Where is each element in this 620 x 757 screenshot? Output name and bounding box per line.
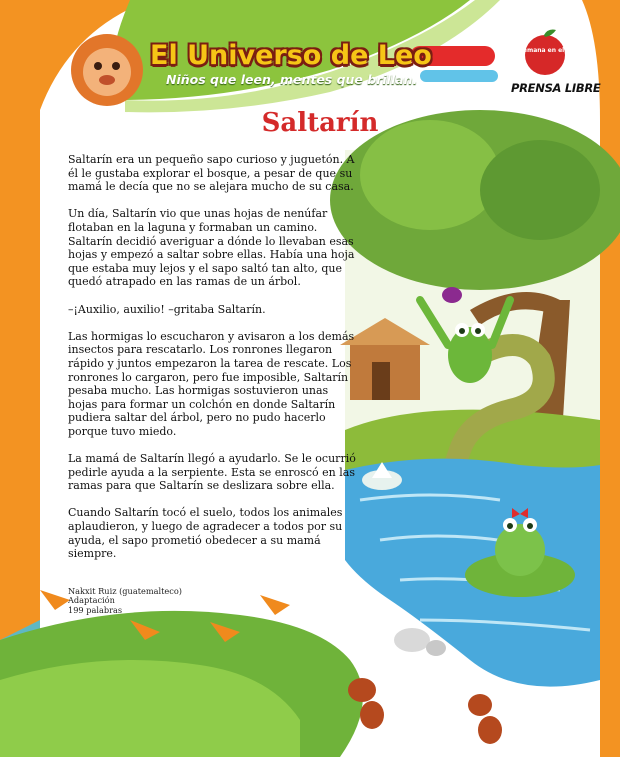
prensa-libre-logo: PRENSA LIBRE <box>511 81 601 95</box>
story-paragraph: Cuando Saltarín tocó el suelo, todos los animales aplaudieron, y luego de agradecer a todos por su ayuda, el sapo prometió obedecer a su mamá siempre. <box>68 506 343 561</box>
la-semana-en-el-aula-logo <box>525 30 565 75</box>
story-credits <box>68 587 182 615</box>
story-title: Saltarín <box>261 108 379 138</box>
ant-characters <box>348 678 502 744</box>
author-credit: Nakxit Ruiz (guatemalteco) <box>68 586 182 596</box>
brand-title: El Universo de Leo <box>150 40 432 71</box>
stone <box>426 640 446 656</box>
adaptation-note: Adaptación <box>68 595 115 606</box>
publisher-badge-text: La Semana en el Aula <box>508 47 582 54</box>
forest-scene <box>330 110 620 505</box>
story-paragraph: Un día, Saltarín vio que unas hojas de nenúfar flotaban en la laguna y formaban un camino. Saltarín decidió averiguar a dónde lo llevaban esas hojas y empezó a saltar sobre ellas. Había una hoja que estaba muy lejos y el sapo saltó tan alto, que quedó atrapado en las ramas de un árbol. <box>68 207 355 289</box>
story-paragraph: –¡Auxilio, auxilio! –gritaba Saltarín. <box>68 302 266 316</box>
brand-tagline: Niños que leen, mentes que brillan. <box>166 72 418 87</box>
story-body <box>68 153 358 574</box>
header-blue-stripe <box>420 70 498 82</box>
story-paragraph: Las hormigas lo escucharon y avisaron a los demás insectos para rescatarlo. Los ronrones llegaron rápido y juntos empezaron la tarea de rescate. Los ronrones lo cargaron, pero fue imposible, Saltarín pesaba mucho. Las hormigas sostuvieron unas hojas para formar un colchón en donde Saltarín pudiera saltar del árbol, pero no pudo hacerlo porque tuvo miedo. <box>68 329 355 438</box>
leo-lion-mascot <box>71 34 143 106</box>
story-paragraph: Saltarín era un pequeño sapo curioso y juguetón. A él le gustaba explorar el bosque, a pesar de que su mamá le decía que no se alejara mucho de su casa. <box>68 153 355 194</box>
stone <box>394 628 430 652</box>
story-paragraph: La mamá de Saltarín llegó a ayudarlo. Se le ocurrió pedirle ayuda a la serpiente. Esta se enroscó en las ramas para que Saltarín se deslizara sobre ella. <box>68 452 356 493</box>
word-count: 199 palabras <box>68 604 123 615</box>
